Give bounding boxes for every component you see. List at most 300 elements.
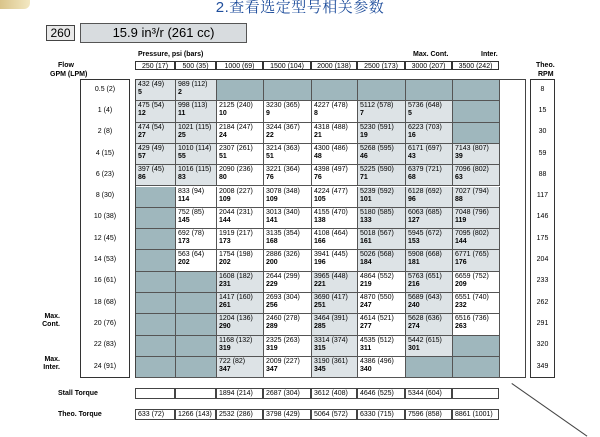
torque-value: 563 (64) xyxy=(178,251,205,259)
table-cell xyxy=(264,229,312,250)
table-cell xyxy=(176,314,217,335)
torque-value: 1417 (160) xyxy=(219,294,253,301)
torque-value: 4386 (496) xyxy=(360,357,394,365)
speed-value: 277 xyxy=(360,323,372,331)
table-cell xyxy=(453,165,500,186)
performance-table xyxy=(135,79,526,378)
speed-value: 7 xyxy=(360,110,364,118)
theo-torque-cell: 2532 (286) xyxy=(216,409,263,420)
speed-value: 229 xyxy=(266,280,278,288)
flow-label: 1 (4) xyxy=(97,106,113,114)
flow-label: 10 (38) xyxy=(93,213,117,221)
torque-value: 6063 (685) xyxy=(408,208,442,216)
flow-label: 2 (8) xyxy=(97,128,113,136)
speed-value: 209 xyxy=(455,280,467,288)
speed-value: 127 xyxy=(408,216,420,224)
table-cell xyxy=(358,250,406,271)
speed-value: 22 xyxy=(266,131,274,139)
table-cell xyxy=(312,336,358,357)
table-cell xyxy=(358,123,406,144)
table-cell xyxy=(136,336,176,357)
torque-value: 6551 (740) xyxy=(455,294,489,301)
table-cell xyxy=(358,187,406,208)
stall-torque-cell: 1894 (214) xyxy=(216,388,263,399)
speed-value: 345 xyxy=(314,365,326,373)
speed-value: 16 xyxy=(408,131,416,139)
speed-value: 27 xyxy=(138,131,146,139)
speed-value: 153 xyxy=(408,238,420,246)
table-cell xyxy=(176,187,217,208)
table-cell xyxy=(264,293,312,314)
torque-value: 5268 (595) xyxy=(360,144,394,152)
table-cell xyxy=(358,144,406,165)
torque-value: 2044 (231) xyxy=(219,208,253,216)
torque-value: 3135 (354) xyxy=(266,230,300,238)
speed-value: 290 xyxy=(219,323,231,331)
torque-value: 5112 (578) xyxy=(360,102,394,110)
speed-value: 63 xyxy=(455,174,463,182)
torque-value: 4535 (512) xyxy=(360,336,394,344)
speed-value: 240 xyxy=(408,302,420,309)
table-cell xyxy=(358,165,406,186)
torque-value: 4108 (464) xyxy=(314,230,348,238)
table-cell xyxy=(406,314,453,335)
speed-value: 83 xyxy=(178,174,186,182)
speed-value: 5 xyxy=(138,89,142,96)
torque-value: 4318 (488) xyxy=(314,123,348,131)
table-cell xyxy=(217,293,264,314)
flow-unit-header: GPM (LPM) xyxy=(50,71,88,78)
table-cell xyxy=(176,101,217,122)
torque-value: 5180 (585) xyxy=(360,208,394,216)
table-cell xyxy=(264,101,312,122)
pressure-col-header: 3500 (242) xyxy=(452,61,499,70)
torque-value: 6659 (752) xyxy=(455,272,489,280)
table-cell xyxy=(453,208,500,229)
speed-value: 46 xyxy=(360,152,368,160)
torque-value: 3464 (391) xyxy=(314,315,348,323)
speed-value: 289 xyxy=(266,323,278,331)
speed-value: 19 xyxy=(360,131,368,139)
table-cell xyxy=(217,314,264,335)
speed-value: 76 xyxy=(266,174,274,182)
rpm-label: 291 xyxy=(536,319,549,327)
torque-value: 1016 (115) xyxy=(178,166,212,174)
table-cell xyxy=(176,80,217,101)
table-cell xyxy=(358,314,406,335)
speed-value: 11 xyxy=(178,110,186,118)
speed-value: 144 xyxy=(455,238,467,246)
theo-torque-cell: 1266 (143) xyxy=(175,409,216,420)
table-cell xyxy=(264,123,312,144)
torque-value: 5230 (591) xyxy=(360,123,394,131)
torque-value: 5018 (567) xyxy=(360,230,394,238)
torque-value: 5736 (648) xyxy=(408,102,442,110)
theo-torque-cell: 6330 (715) xyxy=(357,409,405,420)
torque-value: 2693 (304) xyxy=(266,294,300,301)
torque-value: 2184 (247) xyxy=(219,123,253,131)
torque-value: 432 (49) xyxy=(138,81,165,88)
speed-value: 161 xyxy=(360,238,372,246)
table-cell xyxy=(136,80,176,101)
speed-value: 263 xyxy=(455,323,467,331)
torque-value: 998 (113) xyxy=(178,102,208,110)
table-cell xyxy=(406,357,453,378)
speed-value: 145 xyxy=(178,216,190,224)
speed-value: 251 xyxy=(314,302,326,309)
table-cell xyxy=(406,208,453,229)
torque-value: 2090 (236) xyxy=(219,166,253,174)
pressure-col-header: 2500 (173) xyxy=(357,61,405,70)
torque-value: 6771 (765) xyxy=(455,251,489,259)
torque-value: 3214 (363) xyxy=(266,144,300,152)
speed-value: 219 xyxy=(360,280,372,288)
table-cell xyxy=(406,101,453,122)
speed-value: 301 xyxy=(408,344,420,352)
table-cell xyxy=(176,336,217,357)
rpm-column xyxy=(530,79,555,378)
speed-value: 319 xyxy=(219,344,231,352)
table-cell xyxy=(453,314,500,335)
speed-value: 256 xyxy=(266,302,278,309)
table-cell xyxy=(312,187,358,208)
speed-value: 101 xyxy=(360,195,372,203)
table-cell xyxy=(453,336,500,357)
speed-value: 114 xyxy=(178,195,190,203)
torque-value: 6379 (721) xyxy=(408,166,442,174)
table-cell xyxy=(358,101,406,122)
torque-value: 7048 (796) xyxy=(455,208,489,216)
table-cell xyxy=(264,208,312,229)
torque-value: 2009 (227) xyxy=(266,357,300,365)
speed-value: 141 xyxy=(266,216,278,224)
theo-torque-row xyxy=(0,409,600,420)
speed-value: 76 xyxy=(314,174,322,182)
table-cell xyxy=(453,229,500,250)
table-cell xyxy=(176,250,217,271)
table-cell xyxy=(406,80,453,101)
rpm-label: 146 xyxy=(536,213,549,221)
torque-value: 7095 (802) xyxy=(455,230,489,238)
torque-value: 1919 (217) xyxy=(219,230,253,238)
torque-value: 2325 (263) xyxy=(266,336,300,344)
speed-value: 24 xyxy=(219,131,227,139)
torque-value: 3190 (361) xyxy=(314,357,348,365)
torque-value: 4300 (486) xyxy=(314,144,348,152)
flow-label: 20 (76) xyxy=(93,319,117,327)
torque-value: 4614 (521) xyxy=(360,315,394,323)
table-cell xyxy=(453,187,500,208)
speed-value: 202 xyxy=(178,259,190,267)
table-cell xyxy=(176,272,217,293)
table-cell xyxy=(358,293,406,314)
rpm-label: 349 xyxy=(536,362,549,370)
rpm-label: 30 xyxy=(538,128,547,136)
pressure-col-header: 2000 (138) xyxy=(311,61,357,70)
table-cell xyxy=(136,293,176,314)
table-cell xyxy=(217,229,264,250)
torque-value: 752 (85) xyxy=(178,208,205,216)
torque-value: 5628 (636) xyxy=(408,315,442,323)
table-cell xyxy=(217,123,264,144)
speed-value: 173 xyxy=(219,238,231,246)
torque-value: 833 (94) xyxy=(178,187,205,195)
speed-value: 231 xyxy=(219,280,231,288)
torque-value: 4398 (497) xyxy=(314,166,348,174)
torque-value: 4870 (550) xyxy=(360,294,394,301)
speed-value: 21 xyxy=(314,131,322,139)
flow-label: 12 (45) xyxy=(93,234,117,242)
torque-value: 2125 (240) xyxy=(219,102,253,110)
table-cell xyxy=(406,229,453,250)
speed-value: 138 xyxy=(314,216,326,224)
table-cell xyxy=(312,293,358,314)
table-cell xyxy=(217,144,264,165)
table-cell xyxy=(136,357,176,378)
table-cell xyxy=(453,101,500,122)
pressure-col-header: 1500 (104) xyxy=(263,61,311,70)
table-cell xyxy=(264,357,312,378)
table-cell xyxy=(217,250,264,271)
flow-label: 22 (83) xyxy=(93,341,117,349)
speed-value: 319 xyxy=(266,344,278,352)
speed-value: 232 xyxy=(455,302,467,309)
speed-value: 96 xyxy=(408,195,416,203)
table-cell xyxy=(406,187,453,208)
rpm-label: 233 xyxy=(536,277,549,285)
table-cell xyxy=(358,336,406,357)
theo-torque-cell: 7596 (858) xyxy=(405,409,452,420)
torque-value: 4224 (477) xyxy=(314,187,348,195)
flow-label: 4 (15) xyxy=(95,149,115,157)
speed-value: 196 xyxy=(314,259,326,267)
table-cell xyxy=(358,357,406,378)
table-cell xyxy=(176,165,217,186)
table-cell xyxy=(264,250,312,271)
flow-label: 8 (30) xyxy=(95,192,115,200)
torque-value: 429 (49) xyxy=(138,144,165,152)
torque-value: 3013 (340) xyxy=(266,208,300,216)
torque-value: 722 (82) xyxy=(219,357,246,365)
speed-value: 216 xyxy=(408,280,420,288)
torque-value: 2008 (227) xyxy=(219,187,253,195)
table-cell xyxy=(217,80,264,101)
torque-value: 2644 (299) xyxy=(266,272,300,280)
speed-value: 315 xyxy=(314,344,326,352)
speed-value: 68 xyxy=(408,174,416,182)
max-cont-label-1: Max. xyxy=(44,313,60,320)
torque-value: 2886 (326) xyxy=(266,251,300,259)
speed-value: 176 xyxy=(455,259,467,267)
speed-value: 48 xyxy=(314,152,322,160)
rpm-label: 117 xyxy=(536,192,549,200)
speed-value: 55 xyxy=(178,152,186,160)
table-cell xyxy=(358,80,406,101)
rpm-label: 175 xyxy=(536,234,549,242)
torque-value: 6171 (697) xyxy=(408,144,442,152)
speed-value: 109 xyxy=(219,195,231,203)
theo-torque-cell: 3798 (429) xyxy=(263,409,311,420)
table-cell xyxy=(217,272,264,293)
torque-value: 1168 (132) xyxy=(219,336,253,344)
speed-value: 202 xyxy=(219,259,231,267)
theo-torque-cell: 8861 (1001) xyxy=(452,409,499,420)
speed-value: 51 xyxy=(219,152,227,160)
table-cell xyxy=(264,187,312,208)
torque-value: 1021 (115) xyxy=(178,123,212,131)
stall-torque-cell xyxy=(452,388,499,399)
flow-label: 18 (68) xyxy=(93,298,117,306)
pressure-col-header: 1000 (69) xyxy=(216,61,263,70)
pressure-header: Pressure, psi (bars) xyxy=(138,51,204,58)
torque-value: 5763 (651) xyxy=(408,272,442,280)
model-code-box: 260 xyxy=(46,25,75,41)
table-cell xyxy=(406,250,453,271)
table-cell xyxy=(406,123,453,144)
table-cell xyxy=(136,187,176,208)
theo-torque-cell: 633 (72) xyxy=(135,409,175,420)
table-cell xyxy=(264,314,312,335)
max-inter-label-1: Max. xyxy=(44,356,60,363)
torque-value: 6128 (692) xyxy=(408,187,442,195)
flow-label: 16 (61) xyxy=(93,277,117,285)
speed-value: 261 xyxy=(219,302,231,309)
stall-torque-cell: 4646 (525) xyxy=(357,388,405,399)
torque-value: 1754 (198) xyxy=(219,251,253,259)
torque-value: 3078 (348) xyxy=(266,187,300,195)
speed-value: 9 xyxy=(266,110,270,118)
table-cell xyxy=(312,314,358,335)
speed-value: 144 xyxy=(219,216,231,224)
torque-value: 4864 (552) xyxy=(360,272,394,280)
table-cell xyxy=(358,229,406,250)
max-cont-label-2: Cont. xyxy=(42,321,60,328)
speed-value: 133 xyxy=(360,216,372,224)
table-cell xyxy=(312,250,358,271)
speed-value: 119 xyxy=(455,216,467,224)
speed-value: 347 xyxy=(219,365,231,373)
torque-value: 6223 (703) xyxy=(408,123,442,131)
speed-value: 12 xyxy=(138,110,146,118)
table-cell xyxy=(136,101,176,122)
table-cell xyxy=(453,293,500,314)
table-cell xyxy=(136,123,176,144)
stall-torque-cell: 3612 (408) xyxy=(311,388,357,399)
speed-value: 86 xyxy=(138,174,146,182)
speed-value: 173 xyxy=(178,238,190,246)
theo-rpm-header: Theo. xyxy=(536,62,555,69)
table-cell xyxy=(176,144,217,165)
table-cell xyxy=(217,165,264,186)
table-cell xyxy=(312,208,358,229)
table-cell xyxy=(358,272,406,293)
speed-value: 168 xyxy=(266,238,278,246)
speed-value: 347 xyxy=(266,365,278,373)
table-cell xyxy=(176,293,217,314)
displacement-box: 15.9 in³/r (261 cc) xyxy=(80,23,247,43)
torque-value: 5689 (643) xyxy=(408,294,442,301)
torque-value: 475 (54) xyxy=(138,102,165,110)
pressure-col-header: 250 (17) xyxy=(135,61,175,70)
speed-value: 181 xyxy=(408,259,420,267)
torque-value: 1010 (114) xyxy=(178,144,212,152)
speed-value: 88 xyxy=(455,195,463,203)
rpm-label: 8 xyxy=(540,85,545,93)
torque-value: 3314 (374) xyxy=(314,336,348,344)
speed-value: 166 xyxy=(314,238,326,246)
theo-torque-cell: 5064 (572) xyxy=(311,409,357,420)
torque-value: 7096 (802) xyxy=(455,166,489,174)
flow-label: 14 (53) xyxy=(93,256,117,264)
rpm-label: 320 xyxy=(536,341,549,349)
torque-value: 7143 (807) xyxy=(455,144,489,152)
table-cell xyxy=(312,229,358,250)
table-cell xyxy=(176,208,217,229)
speed-value: 311 xyxy=(360,344,372,352)
speed-value: 274 xyxy=(408,323,420,331)
table-cell xyxy=(136,165,176,186)
torque-value: 7027 (794) xyxy=(455,187,489,195)
max-inter-label-2: Inter. xyxy=(43,364,60,371)
torque-value: 5945 (672) xyxy=(408,230,442,238)
rpm-label: 204 xyxy=(536,256,549,264)
torque-value: 397 (45) xyxy=(138,166,165,174)
stall-torque-cell: 5344 (604) xyxy=(405,388,452,399)
table-cell xyxy=(312,165,358,186)
torque-value: 1608 (182) xyxy=(219,272,253,280)
speed-value: 10 xyxy=(219,110,227,118)
torque-value: 692 (78) xyxy=(178,230,205,238)
torque-value: 2460 (278) xyxy=(266,315,300,323)
table-cell xyxy=(264,80,312,101)
torque-value: 1204 (136) xyxy=(219,315,253,323)
flow-header: Flow xyxy=(58,62,74,69)
table-cell xyxy=(136,314,176,335)
table-cell xyxy=(312,101,358,122)
table-cell xyxy=(217,336,264,357)
flow-label: 6 (23) xyxy=(95,170,115,178)
rpm-label: 15 xyxy=(538,106,547,114)
torque-value: 3221 (364) xyxy=(266,166,300,174)
table-cell xyxy=(406,293,453,314)
speed-value: 221 xyxy=(314,280,326,288)
table-cell xyxy=(136,208,176,229)
torque-value: 3244 (367) xyxy=(266,123,300,131)
table-cell xyxy=(217,187,264,208)
table-cell xyxy=(217,101,264,122)
stall-torque-cell xyxy=(135,388,175,399)
stall-torque-row xyxy=(0,388,600,399)
table-cell xyxy=(453,80,500,101)
speed-value: 71 xyxy=(360,174,368,182)
table-cell xyxy=(264,165,312,186)
table-cell xyxy=(136,272,176,293)
torque-value: 5908 (668) xyxy=(408,251,442,259)
speed-value: 340 xyxy=(360,365,372,373)
table-cell xyxy=(176,123,217,144)
torque-value: 474 (54) xyxy=(138,123,165,131)
speed-value: 200 xyxy=(266,259,278,267)
max-cont-header: Max. Cont. xyxy=(413,51,449,58)
flow-label: 24 (91) xyxy=(93,362,117,370)
torque-value: 6516 (736) xyxy=(455,315,489,323)
theo-torque-label: Theo. Torque xyxy=(58,411,102,418)
pressure-col-header: 500 (35) xyxy=(175,61,216,70)
table-cell xyxy=(358,208,406,229)
table-cell xyxy=(312,123,358,144)
table-cell xyxy=(217,208,264,229)
speed-value: 5 xyxy=(408,110,412,118)
